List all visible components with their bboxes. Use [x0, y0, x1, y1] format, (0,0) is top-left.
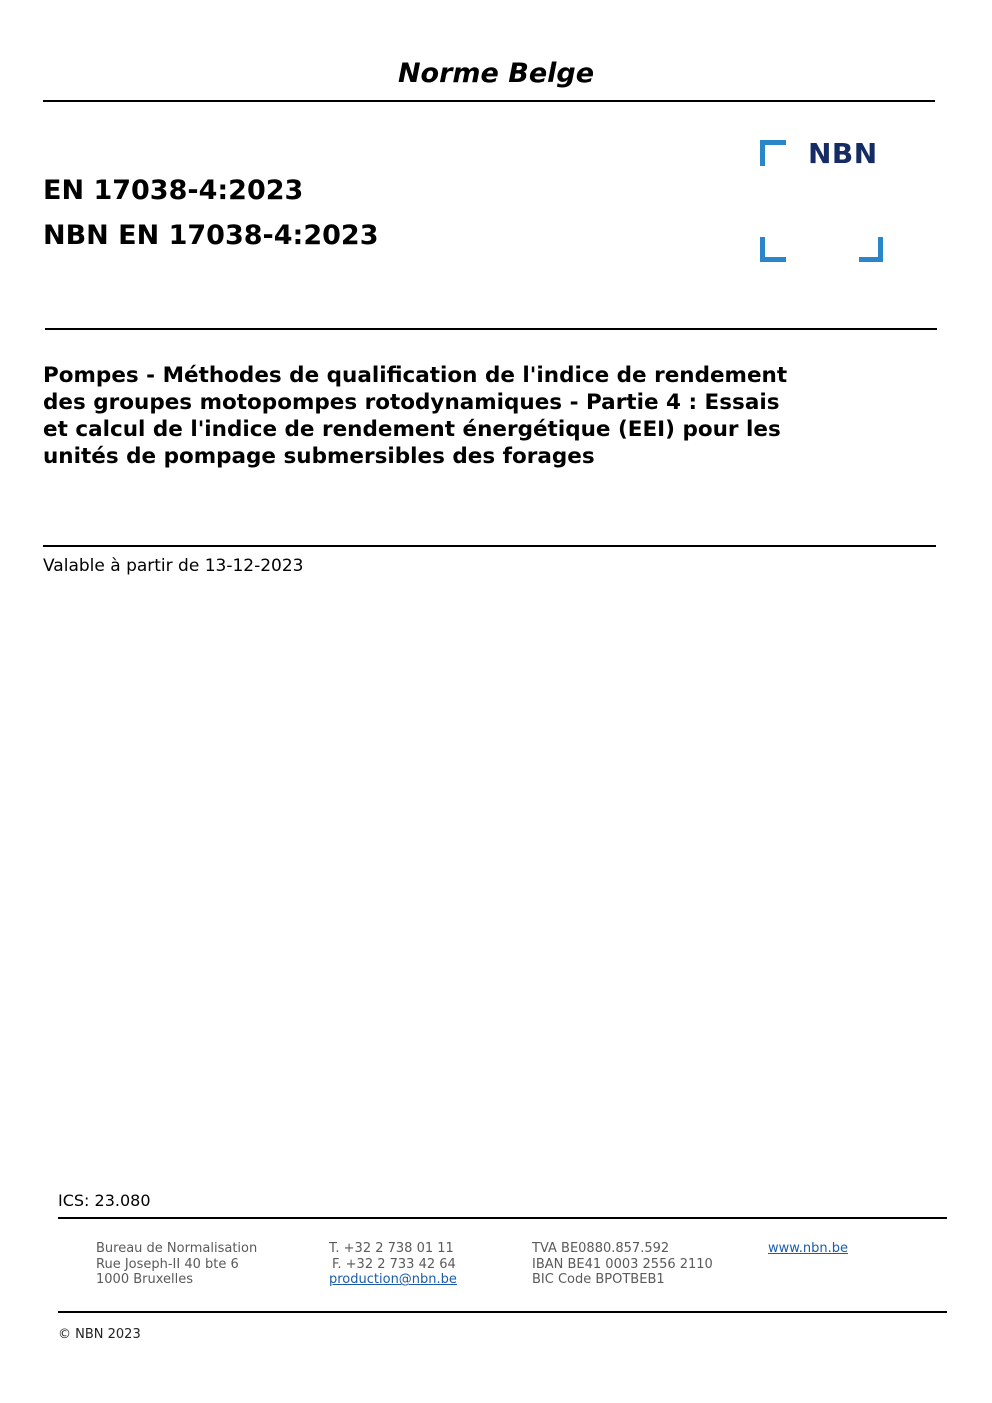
footer-web: [768, 1241, 848, 1257]
nbn-logo-text: NBN: [808, 137, 878, 170]
footer-website-link[interactable]: www.nbn.be: [768, 1241, 848, 1256]
footer-fax: F. +32 2 733 42 64: [332, 1256, 456, 1272]
bracket-bottom-left: [763, 237, 787, 260]
nbn-reference: NBN EN 17038-4:2023: [43, 220, 379, 251]
footer-address-line: Bureau de Normalisation: [96, 1241, 258, 1256]
footer-bottom-divider: [58, 1311, 947, 1313]
validity-date: Valable à partir de 13-12-2023: [43, 556, 304, 576]
footer-address: [96, 1241, 257, 1288]
footer-email-link[interactable]: production@nbn.be: [329, 1272, 457, 1288]
footer-vat: TVA BE0880.857.592: [532, 1241, 670, 1256]
page-header-title: Norme Belge: [397, 58, 595, 89]
ics-code: ICS: 23.080: [58, 1191, 151, 1210]
document-title-line: unités de pompage submersibles des forages: [43, 444, 595, 469]
en-reference: EN 17038-4:2023: [43, 175, 304, 206]
footer-bic: BIC Code BPOTBEB1: [532, 1272, 665, 1288]
reference-divider: [45, 328, 937, 330]
document-title: [43, 362, 903, 470]
footer-contact: [329, 1241, 457, 1288]
footer-address-line: 1000 Bruxelles: [96, 1272, 194, 1288]
copyright-notice: © NBN 2023: [58, 1327, 141, 1342]
footer-top-divider: [58, 1217, 947, 1219]
document-title-line: des groupes motopompes rotodynamiques - Partie 4 : Essais: [43, 390, 780, 415]
document-title-line: et calcul de l'indice de rendement énergétique (EEI) pour les: [43, 417, 781, 442]
footer-address-line: Rue Joseph-II 40 bte 6: [96, 1256, 239, 1272]
title-divider: [43, 545, 936, 547]
footer-phone: T. +32 2 738 01 11: [329, 1241, 454, 1256]
bracket-bottom-right: [859, 237, 881, 260]
document-title-line: Pompes - Méthodes de qualification de l'indice de rendement: [43, 363, 788, 388]
header-divider: [43, 100, 935, 102]
bracket-top-left: [763, 143, 787, 167]
footer-iban: IBAN BE41 0003 2556 2110: [532, 1256, 713, 1272]
footer-banking: [532, 1241, 713, 1288]
